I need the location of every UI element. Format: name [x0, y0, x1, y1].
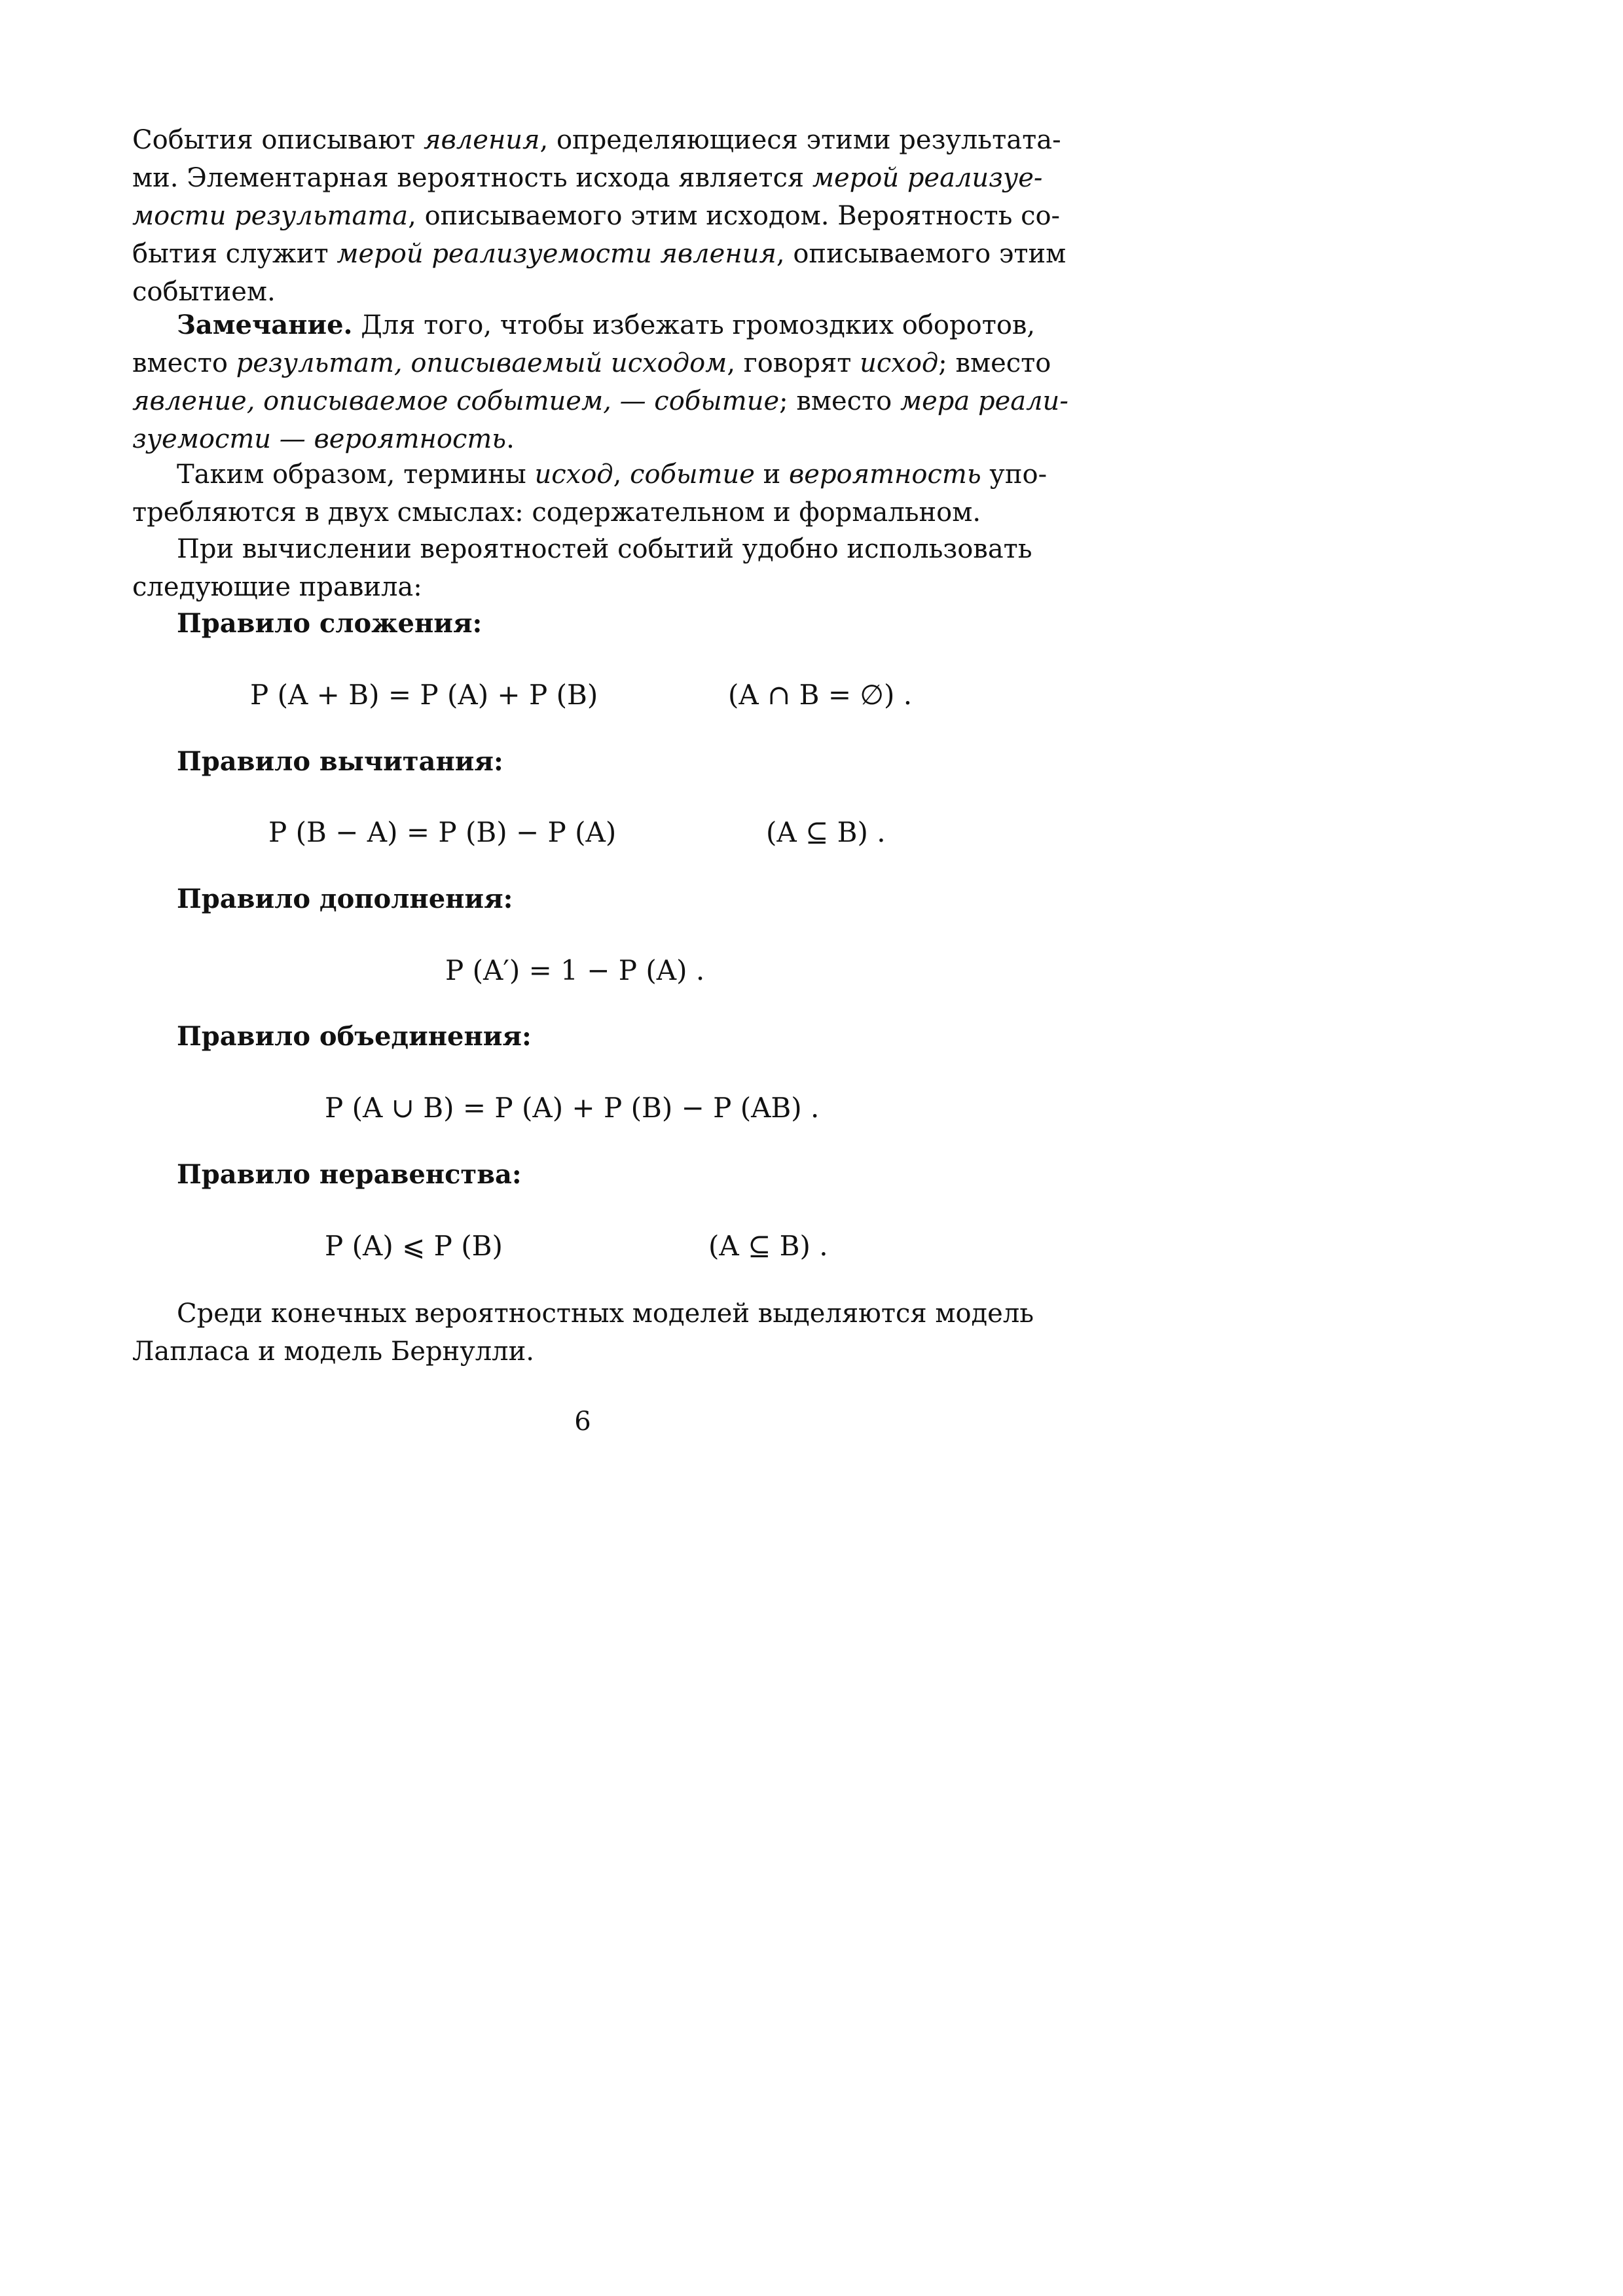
- text-segment: Для того, чтобы избежать громоздких оборотов,: [352, 310, 1036, 340]
- paragraph-terms: [132, 456, 1048, 531]
- text-line: [132, 568, 1026, 606]
- paragraph-remark: [132, 306, 1068, 458]
- rule-heading-subtraction: Правило вычитания:: [177, 746, 503, 777]
- paragraph-rules-intro: [132, 530, 1032, 606]
- paragraph-events: [132, 121, 1067, 311]
- italic-text: вероятность: [789, 459, 981, 490]
- text-segment: и: [754, 459, 789, 490]
- text-segment: .: [506, 424, 515, 454]
- text-line: [132, 344, 1051, 382]
- text-line: [132, 273, 1026, 311]
- text-line: [132, 306, 1036, 344]
- text-segment: , описываемого этим исходом. Вероятность со-: [408, 201, 1061, 231]
- text-line: [132, 1333, 1026, 1371]
- text-segment: Лапласа и модель Бернулли.: [132, 1336, 534, 1367]
- text-segment: Таким образом, термины: [177, 459, 535, 490]
- italic-text: событие: [630, 459, 755, 490]
- formula-union: P (A ∪ B) = P (A) + P (B) − P (AB) .: [325, 1092, 820, 1124]
- text-segment: События описывают: [132, 125, 424, 155]
- page-number: 6: [574, 1407, 591, 1437]
- text-line: [132, 197, 1061, 235]
- text-segment: требляются в двух смыслах: содержательном и формальном.: [132, 497, 981, 528]
- condition-subtraction: (A ⊆ B) .: [766, 816, 886, 848]
- rule-heading-union: Правило объединения:: [177, 1021, 532, 1052]
- italic-text: мера реали-: [900, 386, 1068, 416]
- text-line: [132, 420, 1026, 458]
- rule-heading-addition: Правило сложения:: [177, 608, 483, 639]
- bold-text: Замечание.: [177, 310, 353, 340]
- italic-text: исход: [860, 348, 939, 378]
- italic-text: явления: [424, 125, 540, 155]
- formula-addition: P (A + B) = P (A) + P (B): [250, 679, 598, 711]
- text-segment: , описываемого этим: [776, 239, 1067, 269]
- text-segment: упо-: [981, 459, 1048, 490]
- rule-heading-inequality: Правило неравенства:: [177, 1159, 522, 1190]
- text-line: [132, 456, 1048, 493]
- text-segment: бытия служит: [132, 239, 337, 269]
- formula-subtraction: P (B − A) = P (B) − P (A): [268, 816, 617, 848]
- italic-text: мерой реализуе-: [812, 163, 1043, 193]
- text-segment: следующие правила:: [132, 572, 422, 602]
- paragraph-models: [132, 1295, 1034, 1371]
- text-segment: ми. Элементарная вероятность исхода является: [132, 163, 812, 193]
- formula-inequality: P (A) ⩽ P (B): [325, 1230, 503, 1262]
- text-segment: ,: [613, 459, 630, 490]
- text-segment: ; вместо: [938, 348, 1051, 378]
- italic-text: явление, описываемое событием, — событие: [132, 386, 780, 416]
- condition-addition: (A ∩ B = ∅) .: [728, 679, 913, 711]
- text-segment: ; вместо: [779, 386, 900, 416]
- text-segment: Среди конечных вероятностных моделей выделяются модель: [177, 1299, 1034, 1329]
- text-line: [132, 159, 1043, 197]
- italic-text: результат, описываемый исходом: [236, 348, 727, 378]
- italic-text: мерой реализуемости явления: [337, 239, 776, 269]
- text-line: [132, 1295, 1034, 1333]
- formula-complement: P (A′) = 1 − P (A) .: [445, 954, 705, 986]
- text-line: [132, 530, 1032, 568]
- text-segment: , определяющиеся этими результата-: [539, 125, 1061, 155]
- italic-text: исход: [534, 459, 613, 490]
- text-line: [132, 235, 1067, 273]
- rule-heading-complement: Правило дополнения:: [177, 884, 513, 914]
- text-segment: При вычислении вероятностей событий удобно использовать: [177, 534, 1032, 564]
- text-segment: событием.: [132, 277, 276, 307]
- condition-inequality: (A ⊆ B) .: [708, 1230, 828, 1262]
- italic-text: мости результата: [132, 201, 409, 231]
- text-line: [132, 493, 1026, 531]
- italic-text: зуемости — вероятность: [132, 424, 507, 454]
- text-line: [132, 382, 1068, 420]
- text-segment: , говорят: [727, 348, 860, 378]
- text-line: [132, 121, 1061, 159]
- text-segment: вместо: [132, 348, 236, 378]
